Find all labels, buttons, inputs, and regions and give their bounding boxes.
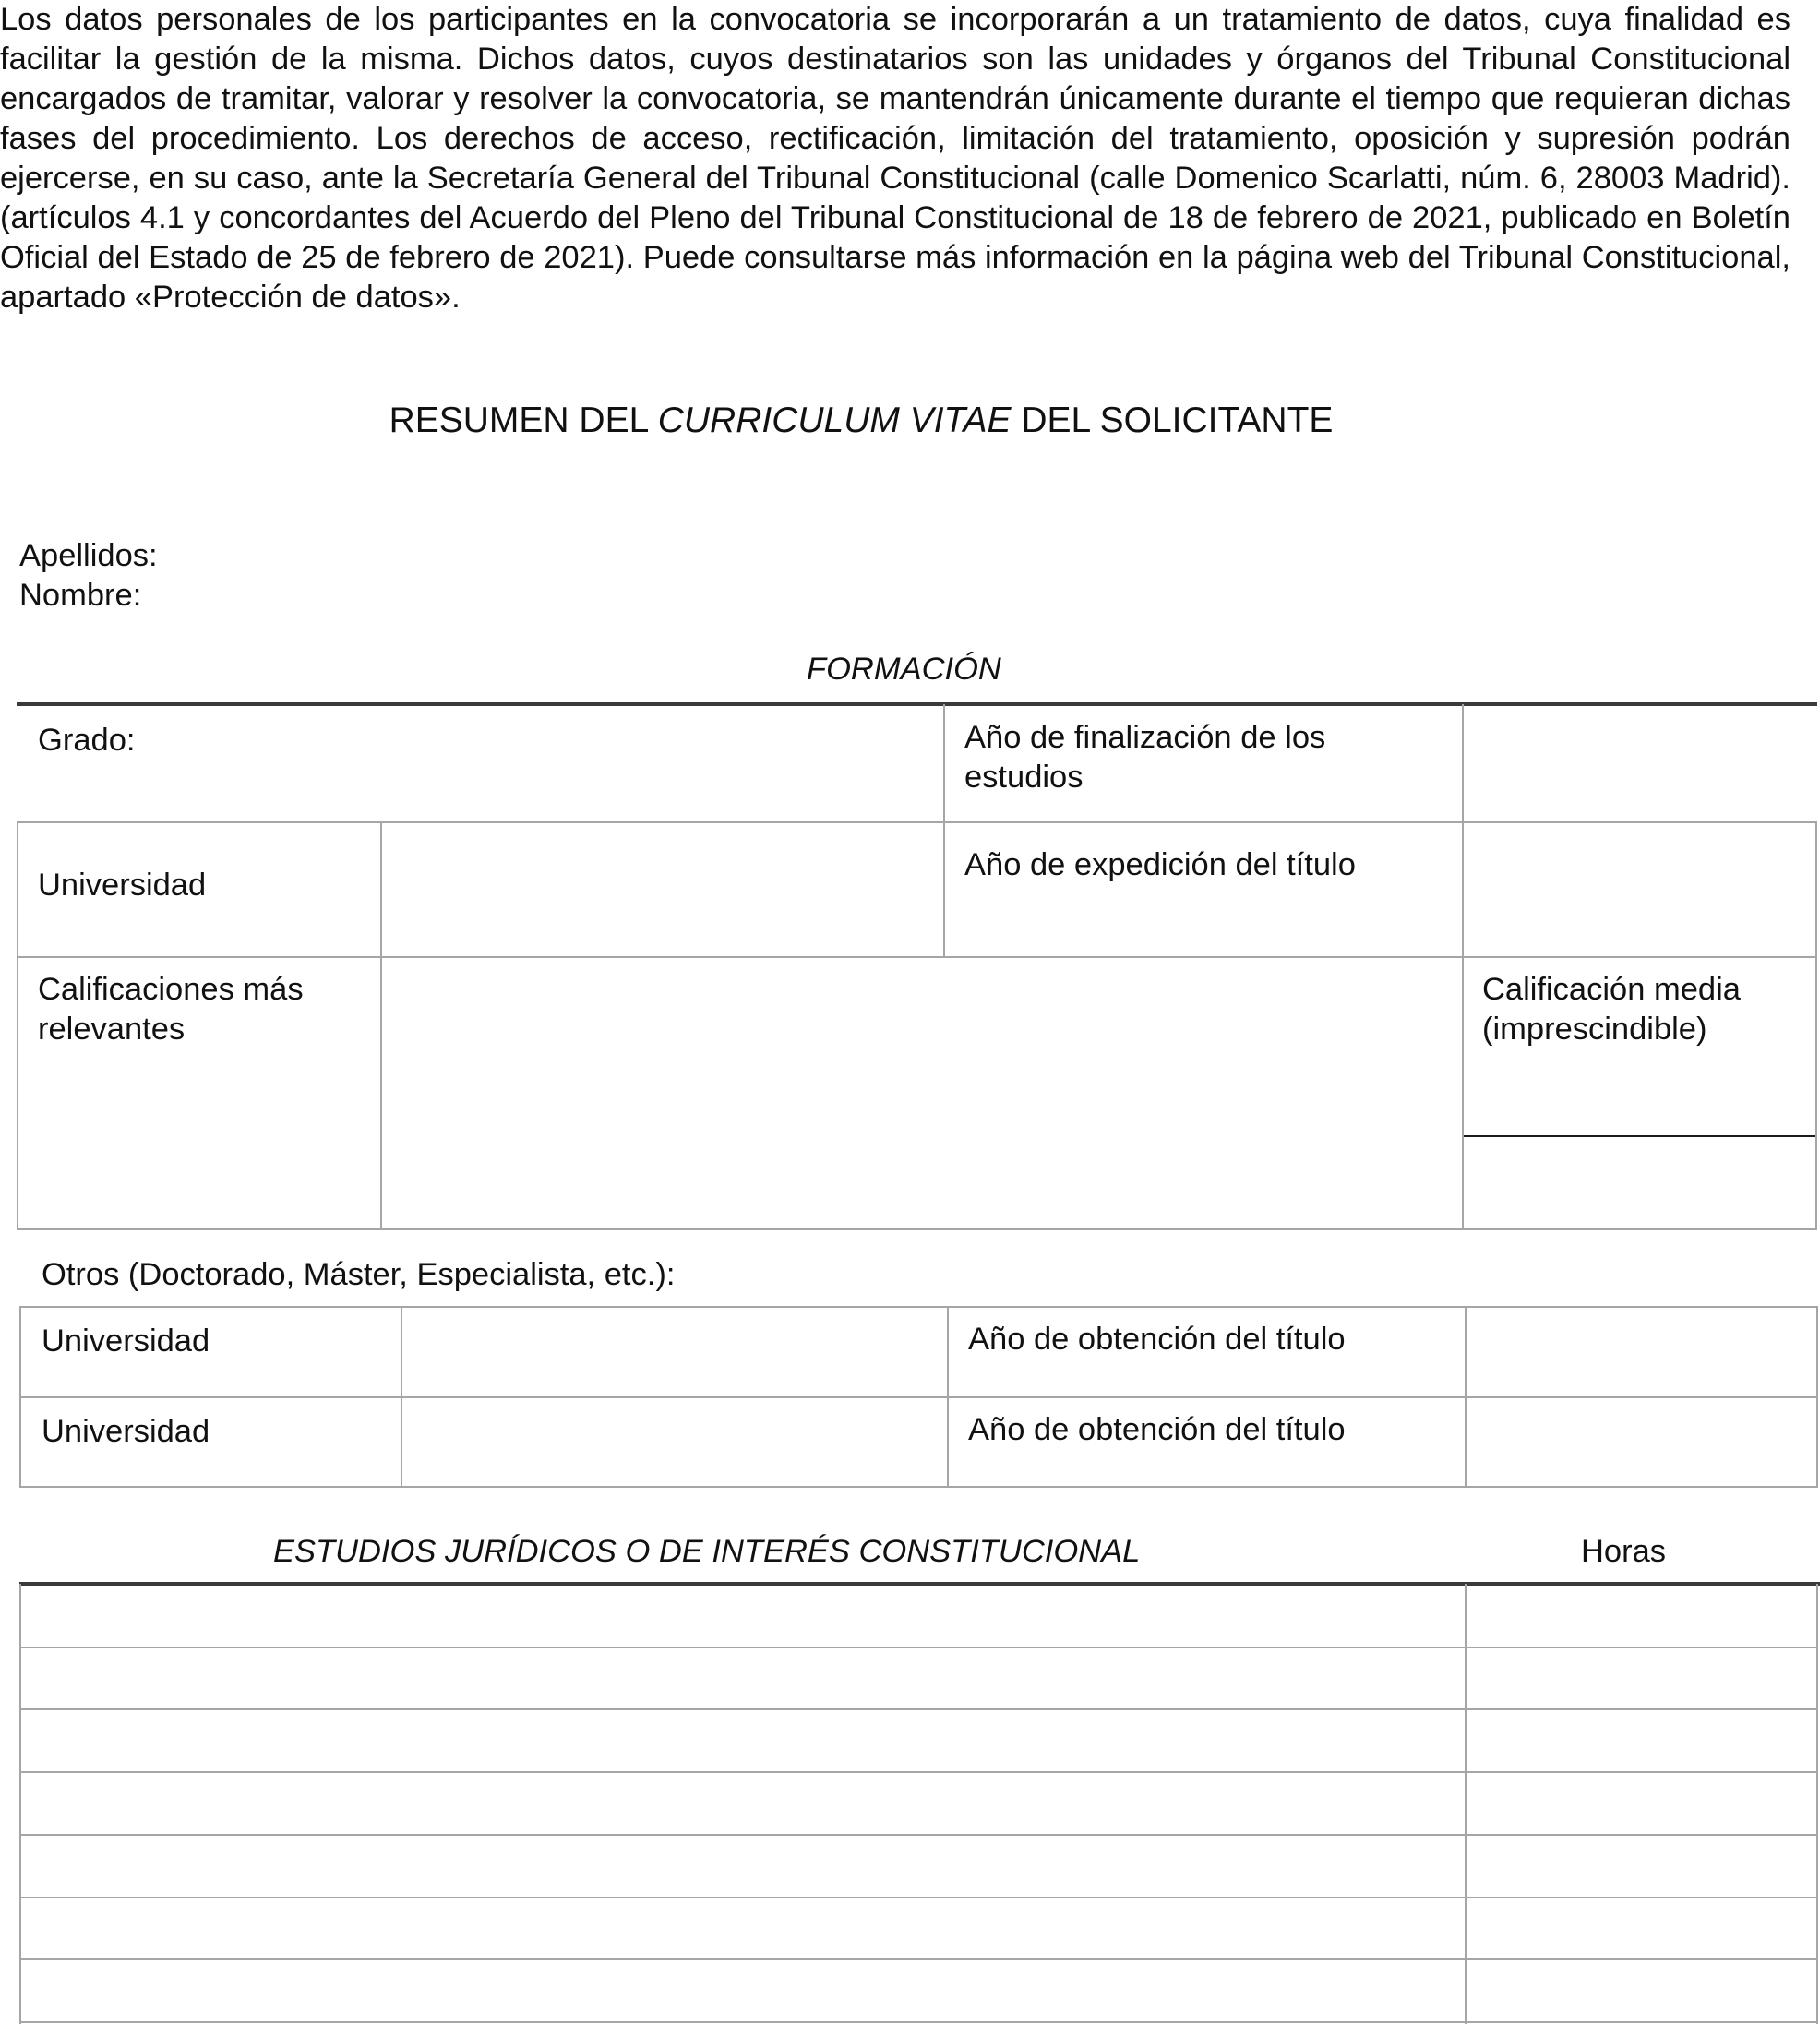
calificacion-media-label: Calificación media (imprescindible): [1482, 972, 1741, 1047]
otros-heading: Otros (Doctorado, Máster, Especialista, etc.):: [42, 1257, 676, 1292]
otros-anio-label: Año de obtención del título: [968, 1412, 1346, 1447]
estudio-field[interactable]: [22, 1836, 1463, 1895]
estudio-field[interactable]: [22, 1710, 1463, 1769]
surname-label: Apellidos:: [19, 538, 158, 573]
otros-anio-label: Año de obtención del título: [968, 1322, 1346, 1357]
grado-label: Grado:: [38, 723, 136, 758]
otros-anio-field[interactable]: [1467, 1309, 1814, 1395]
calificaciones-label: Calificaciones más relevantes: [38, 972, 304, 1047]
table-rule: [1462, 704, 1464, 1230]
otros-universidad-label: Universidad: [42, 1323, 210, 1359]
name-label: Nombre:: [19, 578, 142, 613]
table-rule: [17, 1228, 1817, 1230]
otros-universidad-label: Universidad: [42, 1414, 210, 1449]
table-rule: [19, 1834, 1818, 1836]
universidad-label: Universidad: [38, 868, 207, 903]
table-rule: [17, 956, 1817, 958]
table-rule: [1465, 1306, 1467, 1488]
table-rule: [1816, 1306, 1818, 1488]
formacion-heading: FORMACIÓN: [807, 652, 1001, 687]
table-rule: [17, 821, 18, 1230]
table-rule: [19, 1958, 1818, 1960]
anio-finalizacion-field[interactable]: [1465, 706, 1814, 820]
estudio-field[interactable]: [22, 1648, 1463, 1707]
estudio-field[interactable]: [22, 1898, 1463, 1958]
horas-field[interactable]: [1467, 1960, 1814, 2019]
table-rule: [19, 1647, 1818, 1648]
table-rule: [19, 1306, 1818, 1308]
privacy-notice: Los datos personales de los participantes en la convocatoria se incorporarán a un tratamiento de datos, cuya finalidad es facilitar la gestión de la misma. Dichos datos, cuyos destinatarios son las unidades y órganos del Tribunal Constitucional encargados de tramitar, valorar y resolver la convocatoria, se mantendrán únicamente durante el tiempo que requieran dichas fases del procedimiento. Los derechos de acceso, rectificación, limitación del tratamiento, oposición y supresión podrán ejercerse, en su caso, ante la Secretaría General del Tribunal Constitucional (calle Domenico Scarlatti, núm. 6, 28003 Madrid). (artículos 4.1 y concordantes del Acuerdo del Pleno del Tribunal Constitucional de 18 de febrero de 2021, publicado en Boletín Oficial del Estado de 25 de febrero de 2021). Puede consultarse más información en la página web del Tribunal Constitucional, apartado «Protección de datos».: [0, 2, 1790, 315]
title-prefix: RESUMEN DEL: [389, 401, 658, 440]
estudio-field[interactable]: [22, 1586, 1463, 1645]
table-rule: [19, 1708, 1818, 1710]
table-rule: [1462, 1135, 1817, 1137]
estudio-field[interactable]: [22, 1773, 1463, 1832]
calificaciones-field[interactable]: [383, 959, 1460, 1228]
horas-field[interactable]: [1467, 1648, 1814, 1707]
table-rule: [19, 1306, 21, 1488]
table-rule: [401, 1306, 402, 1488]
table-rule: [19, 1897, 1818, 1898]
anio-expedicion-label: Año de expedición del título: [964, 847, 1356, 882]
horas-field[interactable]: [1467, 1898, 1814, 1958]
table-rule: [1815, 821, 1817, 1230]
calificacion-media-field[interactable]: [1465, 1138, 1814, 1228]
title-suffix: DEL SOLICITANTE: [1011, 401, 1334, 440]
table-rule: [380, 821, 382, 1230]
horas-field[interactable]: [1467, 1836, 1814, 1895]
anio-expedicion-field[interactable]: [1465, 824, 1814, 955]
table-rule: [19, 1771, 1818, 1773]
horas-heading: Horas: [1581, 1534, 1667, 1569]
horas-field[interactable]: [1467, 1710, 1814, 1769]
estudio-field[interactable]: [22, 1960, 1463, 2019]
anio-finalizacion-label: Año de finalización de los estudios: [964, 720, 1326, 795]
otros-universidad-field[interactable]: [403, 1309, 945, 1395]
table-rule: [943, 704, 945, 958]
universidad-field[interactable]: [383, 824, 941, 955]
table-rule: [19, 1396, 1818, 1398]
table-rule: [19, 2021, 1818, 2023]
estudios-heading: ESTUDIOS JURÍDICOS O DE INTERÉS CONSTITUCIONAL: [273, 1534, 1141, 1569]
horas-field[interactable]: [1467, 1586, 1814, 1645]
table-rule: [19, 1486, 1818, 1488]
table-rule: [947, 1306, 949, 1488]
page-title: [0, 399, 1722, 443]
otros-universidad-field[interactable]: [403, 1399, 945, 1485]
title-italic: CURRICULUM VITAE: [657, 401, 1012, 440]
table-rule: [17, 821, 1817, 823]
otros-anio-field[interactable]: [1467, 1399, 1814, 1485]
horas-field[interactable]: [1467, 1773, 1814, 1832]
